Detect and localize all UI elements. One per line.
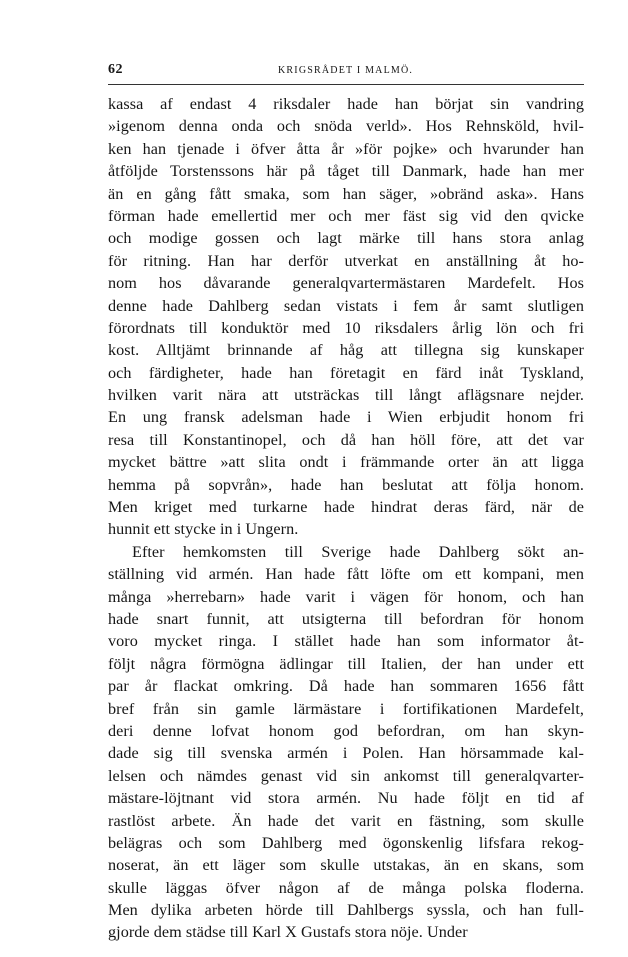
text-line: noserat, än ett läger som skulle utstakas, än en skans, som <box>108 856 584 875</box>
page-number: 62 <box>108 62 123 77</box>
text-line: kost. Alltjämt brinnande af håg att tillegna sig kunskaper <box>108 341 584 360</box>
text-line: voro mycket ringa. I stället hade han som informator åt- <box>108 632 584 651</box>
text-line: »igenom denna onda och snöda verld». Hos Rehnsköld, hvil- <box>108 117 584 136</box>
paragraph-end-line: hunnit ett stycke in i Ungern. <box>108 520 299 539</box>
text-line: och färdigheter, hade han företagit en färd inåt Tyskland, <box>108 363 584 382</box>
text-line: hade snart funnit, att utsigterna till befordran för honom <box>108 609 584 628</box>
text-line: och modige gossen och lagt märke till hans stora anlag <box>108 229 584 248</box>
text-line: bref från sin gamle lärmästare i fortifikationen Mardefelt, <box>108 699 584 718</box>
text-line: ställning vid armén. Han hade fått löfte om ett kompani, men <box>108 565 584 584</box>
text-line: hemma på sopvrån», hade han beslutat att följa honom. <box>108 475 584 494</box>
paragraph-start-line: Efter hemkomsten till Sverige hade Dahlberg sökt an- <box>132 542 584 561</box>
text-line: åtföljde Torstenssons här på tåget till Danmark, hade han mer <box>108 162 584 181</box>
text-line: förordnats till konduktör med 10 riksdalers årlig lön och fri <box>108 318 584 337</box>
text-line: En ung fransk adelsman hade i Wien erbjudit honom fri <box>108 408 584 427</box>
text-line: mycket bättre »att slita ondt i främmande orter än att ligga <box>108 453 584 472</box>
text-line: resa till Konstantinopel, och då han höll före, att det var <box>108 430 584 449</box>
text-line: lelsen och nämdes genast vid sin ankomst till generalqvarter- <box>108 766 584 785</box>
text-line: Men dylika arbeten hörde till Dahlbergs syssla, och han full- <box>108 901 584 920</box>
text-line: ken han tjenade i öfver åtta år »för pojke» och hvarunder han <box>108 139 584 158</box>
text-line: nom hos dåvarande generalqvartermästaren Mardefelt. Hos <box>108 274 584 293</box>
text-line: dade sig till svenska armén i Polen. Han hörsammade kal- <box>108 744 584 763</box>
text-line: många »herrebarn» hade varit i vägen för honom, och han <box>108 587 584 606</box>
text-line: för ritning. Han har derför utverkat en anställning åt ho- <box>108 251 584 270</box>
text-line: par år flackat omkring. Då hade han sommaren 1656 fått <box>108 677 584 696</box>
text-line: kassa af endast 4 riksdaler hade han börjat sin vandring <box>108 95 584 113</box>
text-line: deri denne lofvat honom god befordran, om han skyn- <box>108 721 584 740</box>
text-line: rastlöst arbete. Än hade det varit en fästning, som skulle <box>108 811 584 830</box>
text-line: skulle läggas öfver någon af de många polska floderna. <box>108 878 584 897</box>
text-line: mästare-löjtnant vid stora armén. Nu hade följt en tid af <box>108 789 584 808</box>
text-line: följt några förmögna ädlingar till Italien, der han under ett <box>108 654 584 673</box>
text-line: gjorde dem städse till Karl X Gustafs stora nöje. Under <box>108 923 468 942</box>
header-rule <box>108 84 584 85</box>
text-line: hvilken varit nära att utsträckas till långt aflägsnare nejder. <box>108 386 584 405</box>
running-title: KRIGSRÅDET I MALMÖ. <box>278 65 414 76</box>
text-line: belägras och som Dahlberg med ögonskenlig lifsfara rekog- <box>108 833 584 852</box>
body-text <box>108 93 584 944</box>
page-header <box>108 62 584 82</box>
text-line: än en gång fått smaka, som han säger, »obränd aska». Hans <box>108 184 584 203</box>
text-line: Men kriget med turkarne hade hindrat deras färd, när de <box>108 498 584 517</box>
text-line: denne hade Dahlberg sedan vistats i fem år samt slutligen <box>108 296 584 315</box>
text-line: förman hade emellertid mer och mer fäst sig vid den qvicke <box>108 206 584 225</box>
